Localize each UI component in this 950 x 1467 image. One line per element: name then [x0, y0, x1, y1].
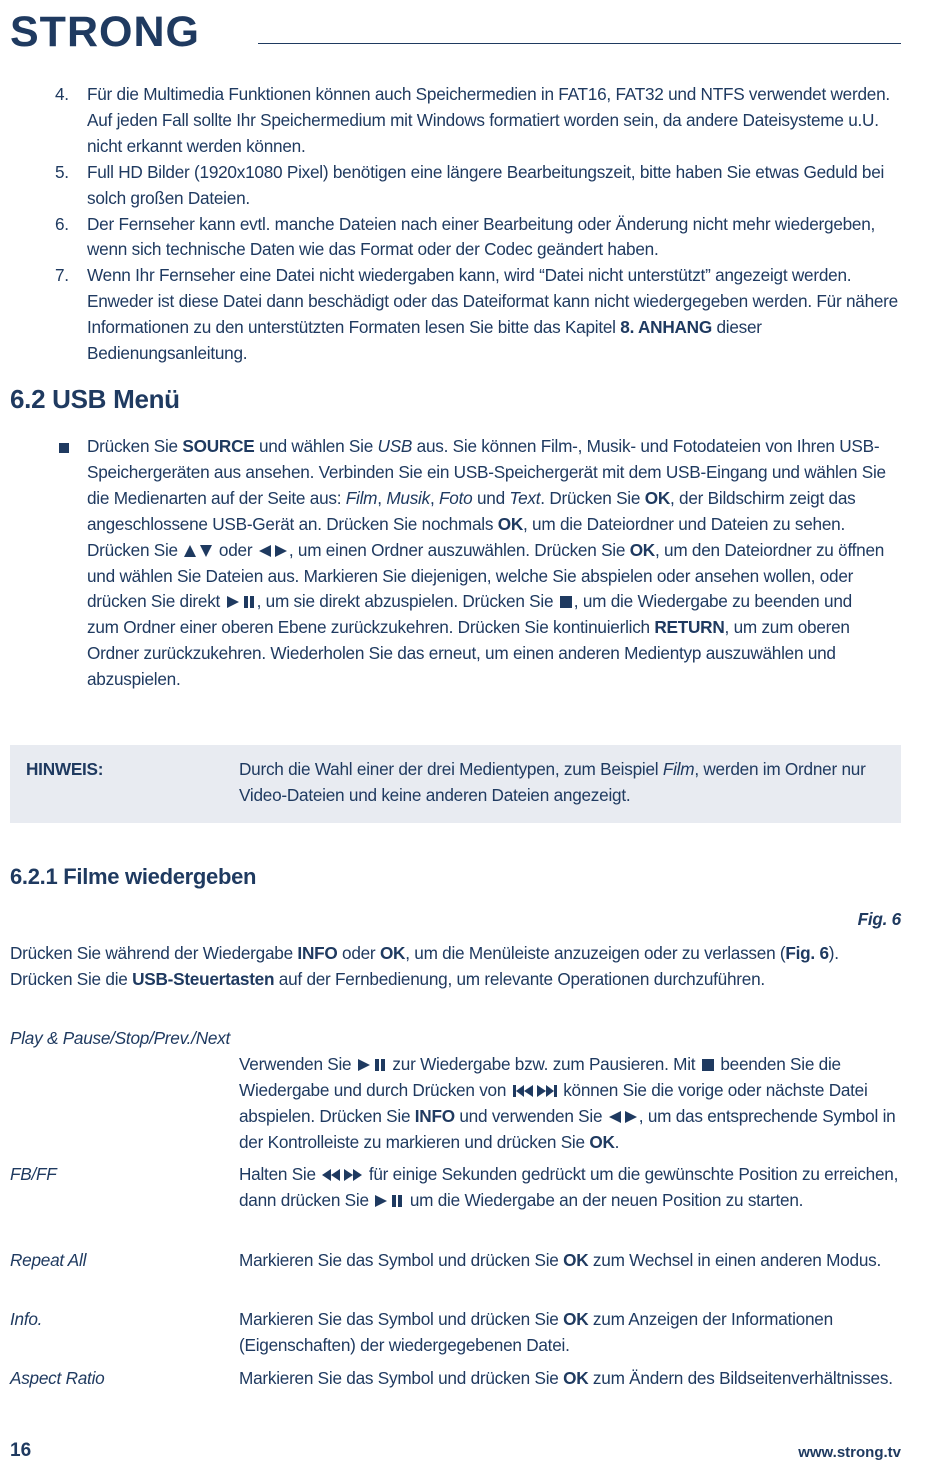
play-pause-icon — [357, 1058, 387, 1072]
header-rule — [258, 43, 901, 44]
stop-icon — [559, 595, 573, 609]
list-item — [0, 160, 901, 212]
list-number: 7. — [55, 265, 69, 286]
arrow-left-icon — [608, 1110, 622, 1124]
definition-description: Markieren Sie das Symbol und drücken Sie OK zum Wechsel in einen anderen Modus. — [239, 1250, 881, 1270]
page-number: 16 — [10, 1440, 32, 1461]
definition-term: Info. — [10, 1309, 43, 1329]
figure-label: Fig. 6 — [857, 909, 901, 929]
intro-paragraph: Drücken Sie während der Wiedergabe INFO oder OK, um die Menüleiste anzuzeigen oder zu verlassen (Fig. 6). Drücken Sie die USB-Steuertasten auf der Fernbedienung, um relevante Operationen durchzuführen. — [10, 943, 839, 989]
arrow-down-icon — [199, 544, 213, 558]
play-pause-icon — [226, 595, 256, 609]
definition-description: Markieren Sie das Symbol und drücken Sie OK zum Anzeigen der Informationen (Eigenschaften) der wiedergegebenen Datei. — [239, 1309, 833, 1355]
logo-text: STRONG — [10, 8, 200, 52]
list-text: Full HD Bilder (1920x1080 Pixel) benötigen eine längere Bearbeitungszeit, bitte haben Sie etwas Geduld bei solch großen Dateien. — [87, 161, 885, 208]
definition-term: Play & Pause/Stop/Prev./Next — [10, 1028, 231, 1048]
definition-description: Markieren Sie das Symbol und drücken Sie OK zum Ändern des Bildseitenverhältnisses. — [239, 1368, 893, 1388]
note-text: Durch die Wahl einer der drei Medientypen, zum Beispiel Film, werden im Ordner nur Video-Dateien und keine anderen Dateien angezeigt. — [239, 759, 866, 805]
note-label: HINWEIS: — [26, 759, 104, 779]
strong-logo — [10, 8, 215, 52]
fast-forward-icon — [343, 1168, 363, 1182]
usb-menu-paragraph: Drücken Sie SOURCE und wählen Sie USB aus. Sie können Film-, Musik- und Fotodateien von Ihren USB-Speichergeräten aus ansehen. Verbinden Sie ein USB-Speichergerät mit dem USB-Eingang und wählen Sie die Medienarten auf der Seite aus: Film, Musik, Foto und Text. Drücken Sie OK, der Bildschirm zeigt das angeschlossene USB-Gerät an. Drücken Sie nochmals OK, um die Dateiordner und Dateien zu sehen. Drücken Sie oder , um einen Ordner auszuwählen. Drücken Sie OK, um den Dateiordner zu öffnen und wählen Sie Dateien aus. Markieren Sie diejenigen, welche Sie abspielen oder ansehen wollen, oder drücken Sie direkt , um sie direkt abzuspielen. Drücken Sie , um die Wiedergabe zu beenden und zum Ordner einer oberen Ebene zurückzukehren. Drücken Sie kontinuierlich RETURN, um zum oberen Ordner zurückzukehren. Wiederholen Sie das erneut, um einen anderen Medientyp auszuwählen und abzuspielen. — [87, 436, 886, 690]
definition-description: Halten Sie für einige Sekunden gedrückt um die gewünschte Position zu erreichen, dann drücken Sie um die Wiedergabe an der neuen Position zu starten. — [239, 1164, 899, 1210]
section-heading: 6.2 USB Menü — [10, 384, 180, 414]
definition-description: Verwenden Sie zur Wiedergabe bzw. zum Pausieren. Mit beenden Sie die Wiedergabe und durch Drücken von können Sie die vorige oder nächste Datei abspielen. Drücken Sie INFO und verwenden Sie , um das entsprechende Symbol in der Kontrolleiste zu markieren und drücken Sie OK. — [239, 1054, 896, 1152]
list-text: Wenn Ihr Fernseher eine Datei nicht wiedergaben kann, wird “Datei nicht unterstützt” angezeigt werden. Enweder ist diese Datei dann beschädigt oder das Dateiformat kann nicht wiedergegeben werden. Für nähere Informationen zu den unterstützten Formaten lesen Sie bitte das Kapitel 8. ANHANG dieser Bedienungsanleitung. — [87, 265, 898, 364]
arrow-up-icon — [183, 544, 197, 558]
list-text: Der Fernseher kann evtl. manche Dateien nach einer Bearbeitung oder Änderung nicht mehr wiedergeben, wenn sich technische Daten wie das Format oder der Codec geändert haben. — [87, 213, 876, 260]
play-pause-icon — [374, 1194, 404, 1208]
definition-term: Repeat All — [10, 1250, 87, 1270]
definition-term: Aspect Ratio — [10, 1368, 105, 1388]
arrow-right-icon — [274, 544, 288, 558]
subsection-heading: 6.2.1 Filme wiedergeben — [10, 864, 257, 889]
list-item — [0, 82, 901, 160]
previous-icon — [512, 1084, 534, 1098]
fast-backward-icon — [321, 1168, 341, 1182]
list-item — [0, 212, 901, 264]
definition-term: FB/FF — [10, 1164, 57, 1184]
footer-url[interactable]: www.strong.tv — [798, 1444, 901, 1461]
list-text: Für die Multimedia Funktionen können auch Speichermedien in FAT16, FAT32 und NTFS verwendet werden. Auf jeden Fall sollte Ihr Speichermedium mit Windows formatiert worden sein, da andere Dateisysteme u.U. nicht erkannt werden können. — [87, 84, 890, 156]
chapter-reference: 8. ANHANG — [620, 317, 712, 338]
numbered-list — [0, 82, 950, 367]
arrow-left-icon — [258, 544, 272, 558]
list-number: 6. — [55, 213, 69, 234]
list-number: 4. — [55, 84, 69, 104]
stop-icon — [701, 1058, 715, 1072]
arrow-right-icon — [624, 1110, 638, 1124]
bullet-square-icon — [59, 443, 69, 453]
list-number: 5. — [55, 161, 69, 182]
list-item — [0, 263, 901, 367]
next-icon — [536, 1084, 558, 1098]
